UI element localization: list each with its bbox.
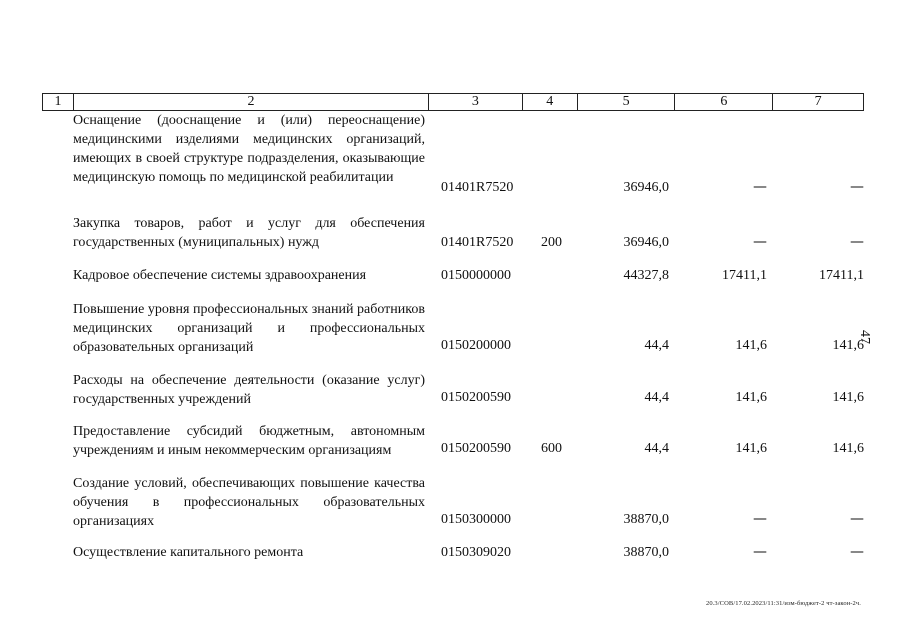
page-number: 47	[857, 330, 872, 344]
table-header	[42, 93, 864, 111]
row-expense-type: 200	[541, 235, 562, 250]
table-row	[0, 266, 905, 286]
table-row	[0, 543, 905, 563]
row-target-code: 0150309020	[441, 545, 511, 560]
row-target-code: 0150200590	[441, 390, 511, 405]
row-value-col7: 17411,1	[819, 268, 864, 283]
row-value-col6: —	[753, 234, 767, 250]
header-col-3: 3	[429, 94, 523, 110]
row-value-col5: 38870,0	[623, 545, 669, 560]
row-description: Создание условий, обеспечивающих повышение качества обучения в профессиональных образовательных организациях	[73, 476, 425, 529]
row-value-col5: 44,4	[644, 441, 669, 456]
table-row	[0, 422, 905, 462]
row-value-col7: 141,6	[832, 390, 864, 405]
footer-document-code: 20.3/СОВ/17.02.2023/11:31/изм-бюджет-2 чт-закон-2ч.	[705, 600, 861, 607]
table-row	[0, 214, 905, 254]
row-value-col7: —	[850, 234, 864, 250]
header-col-5: 5	[578, 94, 676, 110]
row-value-col7: —	[850, 511, 864, 527]
row-value-col5: 44,4	[644, 338, 669, 353]
row-value-col6: 141,6	[735, 441, 767, 456]
row-value-col5: 44327,8	[623, 268, 669, 283]
row-value-col5: 38870,0	[623, 512, 669, 527]
row-target-code: 01401R7520	[441, 235, 514, 250]
row-expense-type: 600	[541, 441, 562, 456]
row-description: Кадровое обеспечение системы здравоохранения	[73, 268, 367, 283]
row-target-code: 0150000000	[441, 268, 511, 283]
row-value-col7: 141,6	[832, 338, 864, 353]
row-description: Закупка товаров, работ и услуг для обеспечения государственных (муниципальных) нужд	[73, 216, 425, 250]
row-value-col6: 17411,1	[722, 268, 767, 283]
row-target-code: 0150200590	[441, 441, 511, 456]
header-col-2: 2	[74, 94, 429, 110]
table-row	[0, 371, 905, 411]
row-target-code: 0150200000	[441, 338, 511, 353]
header-col-6: 6	[675, 94, 773, 110]
table-row	[0, 111, 905, 201]
row-value-col7: 141,6	[832, 441, 864, 456]
row-value-col5: 36946,0	[623, 235, 669, 250]
row-value-col7: —	[850, 179, 864, 195]
row-description: Оснащение (дооснащение и (или) переоснащение) медицинскими изделиями медицинских организаций, имеющих в своей структуре подразделения, оказывающие медицинскую помощь по медицинской реабилитации	[73, 113, 425, 185]
table-row	[0, 474, 905, 534]
row-value-col6: 141,6	[735, 390, 767, 405]
header-col-1: 1	[43, 94, 74, 110]
row-value-col5: 44,4	[644, 390, 669, 405]
row-value-col6: —	[753, 179, 767, 195]
header-col-7: 7	[814, 94, 822, 109]
row-target-code: 0150300000	[441, 512, 511, 527]
row-description: Расходы на обеспечение деятельности (оказание услуг) государственных учреждений	[73, 373, 425, 407]
row-value-col6: —	[753, 511, 767, 527]
row-description: Осуществление капитального ремонта	[73, 545, 304, 560]
header-col-4: 4	[523, 94, 578, 110]
row-value-col7: —	[850, 544, 864, 560]
row-value-col6: 141,6	[735, 338, 767, 353]
row-target-code: 01401R7520	[441, 180, 514, 195]
table-row	[0, 300, 905, 360]
row-description: Повышение уровня профессиональных знаний работников медицинских организаций и профессиональных образовательных организаций	[73, 302, 425, 355]
row-description: Предоставление субсидий бюджетным, автономным учреждениям и иным некоммерческим организациям	[73, 424, 425, 458]
row-value-col5: 36946,0	[623, 180, 669, 195]
row-value-col6: —	[753, 544, 767, 560]
